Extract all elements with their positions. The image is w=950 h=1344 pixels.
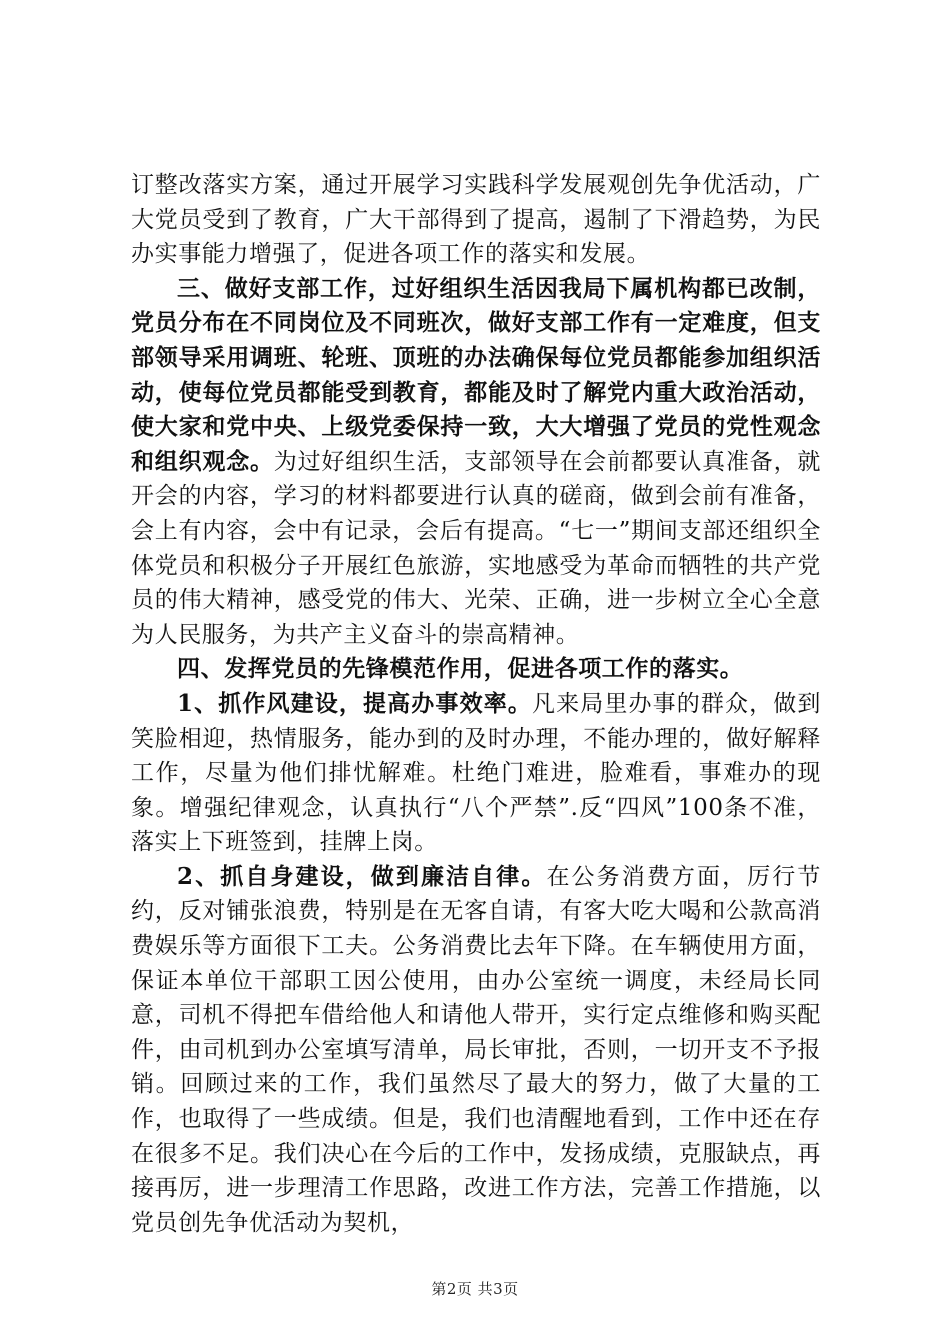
paragraph-2-section-three: [131, 272, 821, 653]
page-number: 第2页 共3页: [431, 1280, 519, 1298]
item-heading-two: 2、抓自身建设，做到廉洁自律。: [177, 862, 547, 890]
section-heading-four: 四、发挥党员的先锋模范作用，促进各项工作的落实。: [177, 655, 744, 683]
section-heading-three: 三、做好支部工作，过好组织生活因我局下属机构都已改制，党员分布在不同岗位及不同班次，做好支部工作有一定难度，但支部领导采用调班、轮班、顶班的办法确保每位党员都能参加组织活动，使每位党员都能受到教育，都能及时了解党内重大政治活动，使大家和党中央、上级党委保持一致，大大增强了党员的党性观念和组织观念。: [131, 274, 821, 475]
paragraph-text: 订整改落实方案，通过开展学习实践科学发展观创先争优活动，广大党员受到了教育，广大干部得到了提高，遏制了下滑趋势，为民办实事能力增强了，促进各项工作的落实和发展。: [131, 172, 821, 268]
paragraph-3-section-four: [131, 652, 821, 687]
paragraph-text: 凡来局里办事的群众，做到笑脸相迎，热情服务，能办到的及时办理，不能办理的，做好解释工作，尽量为他们排忧解难。杜绝门难进，脸难看，事难办的现象。增强纪律观念，认真执行“八个严禁”.反“四风”100条不准，落实上下班签到，挂牌上岗。: [131, 690, 821, 856]
document-body: [131, 168, 821, 1240]
paragraph-4-item-one: [131, 687, 821, 860]
item-heading-one: 1、抓作风建设，提高办事效率。: [177, 689, 532, 717]
paragraph-5-item-two: [131, 860, 821, 1241]
page-footer: [0, 1278, 950, 1299]
paragraph-text: 在公务消费方面，厉行节约，反对铺张浪费，特别是在无客自请，有客大吃大喝和公款高消费娱乐等方面很下工夫。公务消费比去年下降。在车辆使用方面，保证本单位干部职工因公使用，由办公室统一调度，未经局长同意，司机不得把车借给他人和请他人带开，实行定点维修和购买配件，由司机到办公室填写清单，局长审批，否则，一切开支不予报销。回顾过来的工作，我们虽然尽了最大的努力，做了大量的工作，也取得了一些成绩。但是，我们也清醒地看到，工作中还在存在很多不足。我们决心在今后的工作中，发扬成绩，克服缺点，再接再厉，进一步理清工作思路，改进工作方法，完善工作措施，以党员创先争优活动为契机，: [131, 863, 821, 1236]
paragraph-1: [131, 168, 821, 272]
paragraph-text: 为过好组织生活，支部领导在会前都要认真准备，就开会的内容，学习的材料都要进行认真的磋商，做到会前有准备，会上有内容，会中有记录，会后有提高。“七一”期间支部还组织全体党员和积极分子开展红色旅游，实地感受为革命而牺牲的共产党员的伟大精神，感受党的伟大、光荣、正确，进一步树立全心全意为人民服务，为共产主义奋斗的崇高精神。: [131, 448, 821, 648]
